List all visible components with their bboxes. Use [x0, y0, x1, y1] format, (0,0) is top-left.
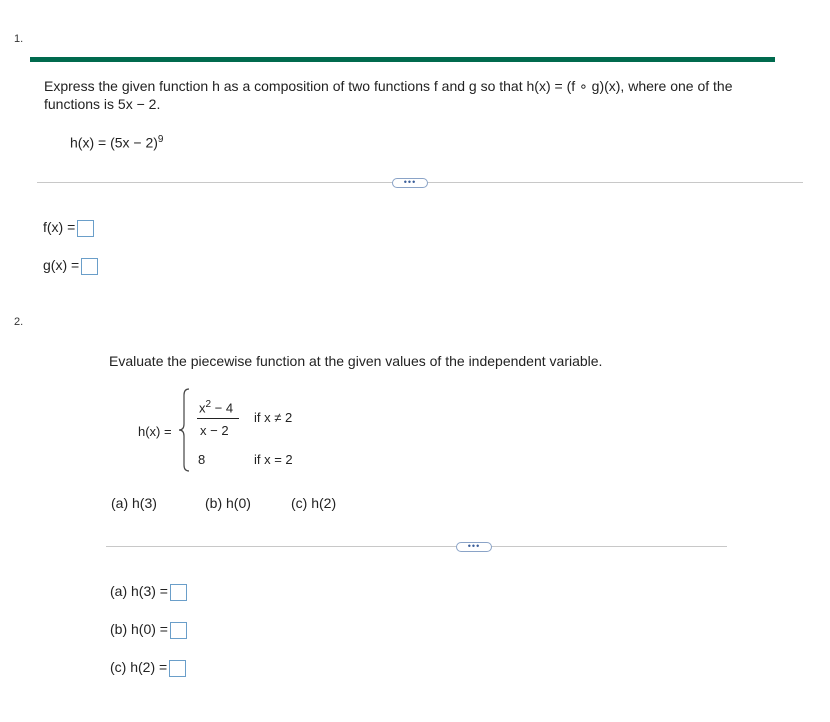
- part-b-label: (b) h(0): [205, 495, 251, 511]
- part-a-answer-label: (a) h(3) =: [110, 583, 168, 599]
- g-answer-input[interactable]: [81, 258, 98, 275]
- piecewise-numerator: [199, 399, 233, 415]
- equation-exponent: 9: [157, 134, 164, 145]
- part-a-answer-input[interactable]: [170, 584, 187, 601]
- part-c-answer-row: [110, 659, 186, 677]
- part-c-answer-input[interactable]: [169, 660, 186, 677]
- f-answer-input[interactable]: [77, 220, 94, 237]
- f-answer-row: [43, 219, 94, 237]
- piecewise-condition-1: if x ≠ 2: [254, 410, 293, 425]
- piecewise-value-2: 8: [198, 452, 206, 467]
- g-answer-row: [43, 257, 98, 275]
- part-a-answer-row: [110, 583, 187, 601]
- problem-2-number: 2.: [14, 316, 24, 328]
- show-more-button-1[interactable]: •••: [392, 178, 428, 188]
- problem-1-prompt: Express the given function h as a composition of two functions f and g so that h(x) = (f ∘ g)(x), where one of the functions is 5x − 2.: [44, 78, 733, 112]
- part-c-answer-label: (c) h(2) =: [110, 659, 168, 675]
- problem-2-divider: [106, 546, 727, 547]
- piecewise-condition-2: if x = 2: [254, 452, 293, 467]
- numerator-base: x: [199, 400, 206, 416]
- g-answer-label: g(x) =: [43, 257, 80, 273]
- numerator-exponent: 2: [205, 399, 212, 410]
- f-answer-label: f(x) =: [43, 219, 76, 235]
- piecewise-brace: [178, 388, 192, 472]
- part-b-answer-label: (b) h(0) =: [110, 621, 168, 637]
- problem-1-equation: [70, 134, 163, 151]
- part-c-label: (c) h(2): [291, 495, 337, 511]
- piecewise-lhs: h(x) =: [138, 424, 172, 439]
- fraction-bar: [197, 418, 239, 419]
- problem-1-number: 1.: [14, 33, 24, 45]
- equation-base: h(x) = (5x − 2): [70, 134, 158, 151]
- numerator-rest: − 4: [211, 400, 234, 416]
- piecewise-denominator: x − 2: [200, 423, 229, 438]
- part-a-label: (a) h(3): [111, 495, 157, 511]
- show-more-button-2[interactable]: •••: [456, 542, 492, 552]
- header-bar: [30, 57, 775, 62]
- part-b-answer-input[interactable]: [170, 622, 187, 639]
- problem-2-prompt: Evaluate the piecewise function at the given values of the independent variable.: [109, 353, 603, 369]
- part-b-answer-row: [110, 621, 187, 639]
